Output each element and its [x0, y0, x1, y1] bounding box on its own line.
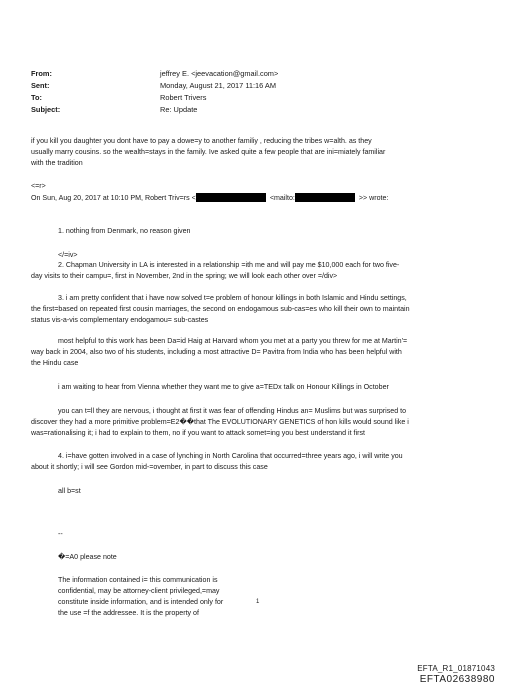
item-6-line-3: was=rationalising it; i had to explain to them, no if you want to attack somet=ing you best understand it first [31, 429, 365, 437]
disclaimer-line-2: confidential, may be attorney-client privileged,=may [58, 587, 220, 595]
item-3-line-1: 3. i am pretty confident that i have now solved t=e problem of honour killings in both Islamic and Hindu settings, [58, 294, 407, 302]
disclaimer-line-1: The information contained i= this communication is [58, 576, 218, 584]
disclaimer-line-3: constitute inside information, and is intended only for [58, 598, 224, 606]
from-label: From: [31, 69, 52, 78]
item-7-line-1: 4. i=have gotten involved in a case of lynching in North Carolina that occurred=three years ago, i will write you [58, 452, 403, 460]
disclaimer-line-4: the use =f the addressee. It is the property of [58, 609, 199, 617]
page-number: 1 [256, 599, 260, 605]
item-4-line-1: most helpful to this work has been Da=id Haig at Harvard whom you met at a party you threw for me at Martin'= [58, 337, 408, 345]
item-6-line-1: you can t=ll they are nervous, i thought at first it was fear of offending Hindus an= Muslims but was surprised to [58, 407, 407, 415]
item-5: i am waiting to hear from Vienna whether they want me to give a=TEDx talk on Honour Killings in October [58, 383, 389, 391]
intro-line-1: if you kill you daughter you dont have to pay a dowe=y to another familiy , reducing the tribes w=alth. as they [31, 137, 372, 145]
sent-label: Sent: [31, 81, 50, 90]
bates-number-large: EFTA02638980 [419, 674, 495, 685]
redaction-block [196, 193, 266, 202]
quote-wrote: >> wrote: [358, 194, 389, 202]
item-4-line-3: the Hindu case [31, 359, 79, 367]
quote-mailto: <mailto: [269, 194, 295, 202]
intro-line-3: with the tradition [31, 159, 83, 167]
intro-line-2: usually marry cousins. so the wealth=stays in the family. Ive asked quite a few people that are ini=miately familiar [31, 148, 386, 156]
quote-attribution: On Sun, Aug 20, 2017 at 10:10 PM, Robert Triv=rs < [31, 194, 196, 202]
from-value: jeffrey E. <jeevacation@gmail.com> [160, 69, 279, 78]
signoff: all b=st [58, 487, 81, 495]
div-tag: </=iv> [58, 251, 78, 259]
item-3-line-2: the first=based on repeated first cousin marriages, the second on endogamous sub-cas=es who kill their own to maintain [31, 305, 410, 313]
bates-number-small: EFTA_R1_01871043 [417, 664, 495, 673]
item-3-line-3: status vis-a-vis complementary endogamou= sub-castes [31, 316, 209, 324]
redaction-block [295, 193, 355, 202]
to-value: Robert Trivers [160, 93, 207, 102]
sent-value: Monday, August 21, 2017 11:16 AM [160, 81, 277, 90]
item-2-line-1: 2. Chapman University in LA is interested in a relationship =ith me and will pay me $10,000 each for two five- [58, 261, 400, 269]
subject-value: Re: Update [160, 105, 198, 114]
dashes: -- [58, 530, 63, 538]
subject-label: Subject: [31, 105, 61, 114]
please-note: �=A0 please note [58, 553, 117, 561]
br-tag: <=r> [31, 182, 46, 190]
item-7-line-2: about it shortly; i will see Gordon mid-=ovember, in part to discuss this case [31, 463, 268, 471]
to-label: To: [31, 93, 42, 102]
item-6-line-2: discover they had a more primitive problem=E2��that The EVOLUTIONARY GENETICS of hon kills would sound like i [31, 418, 409, 426]
item-2-line-2: day visits to their campu=, first in November, 2nd in the spring; we will look each other over =/div> [31, 272, 338, 280]
item-1: 1. nothing from Denmark, no reason given [58, 227, 191, 235]
quote-line [31, 193, 388, 203]
item-4-line-2: way back in 2004, also two of his students, including a most attractive D= Pavitra from India who has been helpful with [31, 348, 402, 356]
